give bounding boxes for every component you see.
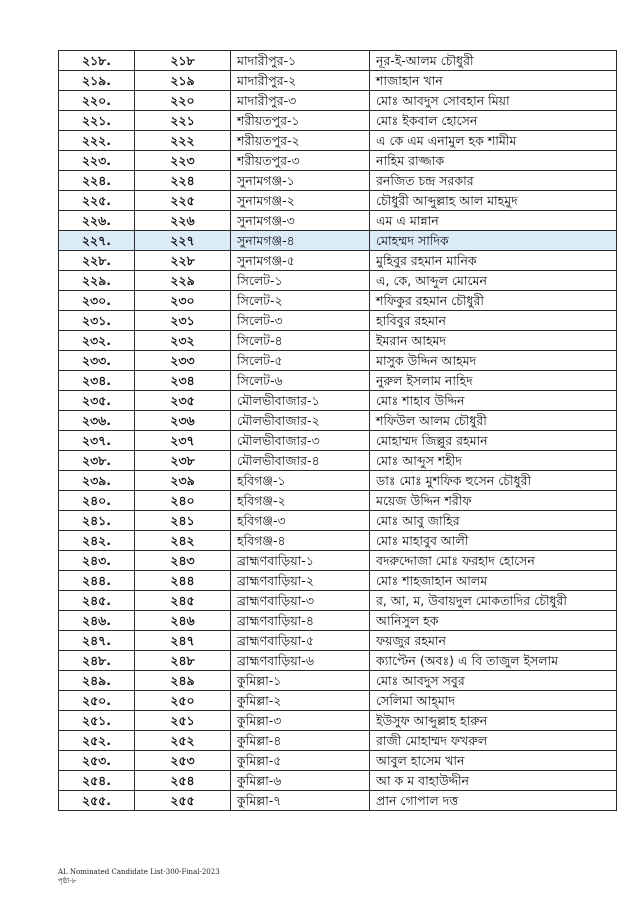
candidate-name-cell: মোঃ আবু জাহির	[370, 511, 617, 531]
constituency-number-cell: ২৪০	[135, 491, 231, 511]
constituency-name-cell: মৌলভীবাজার-৪	[231, 451, 370, 471]
constituency-number-cell: ২৪৪	[135, 571, 231, 591]
table-row	[59, 531, 617, 551]
constituency-name-cell: কুমিল্লা-৬	[231, 771, 370, 791]
table-row	[59, 451, 617, 471]
constituency-name-cell: সিলেট-৫	[231, 351, 370, 371]
candidate-name-cell: আ ক ম বাহাউদ্দীন	[370, 771, 617, 791]
constituency-name-cell: হবিগঞ্জ-১	[231, 471, 370, 491]
constituency-number-cell: ২২২	[135, 131, 231, 151]
serial-number-cell: ২৫০.	[59, 691, 135, 711]
candidate-name-cell: প্রান গোপাল দত্ত	[370, 791, 617, 811]
table-row	[59, 511, 617, 531]
constituency-number-cell: ২২০	[135, 91, 231, 111]
serial-number-cell: ২৫৪.	[59, 771, 135, 791]
table-row	[59, 291, 617, 311]
serial-number-cell: ২১৮.	[59, 51, 135, 71]
constituency-number-cell: ২৪৯	[135, 671, 231, 691]
table-row	[59, 611, 617, 631]
table-row	[59, 551, 617, 571]
serial-number-cell: ২৪৭.	[59, 631, 135, 651]
constituency-number-cell: ২১৮	[135, 51, 231, 71]
serial-number-cell: ২৩২.	[59, 331, 135, 351]
table-row	[59, 271, 617, 291]
table-row	[59, 351, 617, 371]
constituency-number-cell: ২৩৫	[135, 391, 231, 411]
candidate-name-cell: ডাঃ মোঃ মুশফিক হুসেন চৌধুরী	[370, 471, 617, 491]
constituency-number-cell: ২৩৬	[135, 411, 231, 431]
serial-number-cell: ২৪৬.	[59, 611, 135, 631]
candidate-name-cell: ক্যাপ্টেন (অবঃ) এ বি তাজুল ইসলাম	[370, 651, 617, 671]
serial-number-cell: ২২৬.	[59, 211, 135, 231]
constituency-number-cell: ২৪৮	[135, 651, 231, 671]
serial-number-cell: ২৫২.	[59, 731, 135, 751]
page-footer	[58, 868, 220, 886]
constituency-number-cell: ২৫৫	[135, 791, 231, 811]
candidate-name-cell: ইমরান আহমদ	[370, 331, 617, 351]
table-row	[59, 431, 617, 451]
candidate-name-cell: ফয়জুর রহমান	[370, 631, 617, 651]
constituency-name-cell: সুনামগঞ্জ-৩	[231, 211, 370, 231]
candidate-name-cell: মাসুক উদ্দিন আহমদ	[370, 351, 617, 371]
candidate-table	[58, 50, 617, 811]
candidate-name-cell: নূর-ই-আলম চৌধুরী	[370, 51, 617, 71]
serial-number-cell: ২৪২.	[59, 531, 135, 551]
candidate-name-cell: এম এ মান্নান	[370, 211, 617, 231]
constituency-name-cell: ব্রাহ্মণবাড়িয়া-৫	[231, 631, 370, 651]
table-row	[59, 131, 617, 151]
constituency-name-cell: মাদারীপুর-৩	[231, 91, 370, 111]
serial-number-cell: ২৩১.	[59, 311, 135, 331]
constituency-number-cell: ২১৯	[135, 71, 231, 91]
constituency-name-cell: হবিগঞ্জ-৩	[231, 511, 370, 531]
serial-number-cell: ২২৯.	[59, 271, 135, 291]
constituency-number-cell: ২৩২	[135, 331, 231, 351]
serial-number-cell: ২৩০.	[59, 291, 135, 311]
constituency-number-cell: ২২৩	[135, 151, 231, 171]
table-row	[59, 151, 617, 171]
serial-number-cell: ২৫৫.	[59, 791, 135, 811]
serial-number-cell: ২৪৯.	[59, 671, 135, 691]
constituency-name-cell: সিলেট-৬	[231, 371, 370, 391]
table-row	[59, 631, 617, 651]
table-row	[59, 111, 617, 131]
constituency-number-cell: ২২৬	[135, 211, 231, 231]
table-row	[59, 251, 617, 271]
constituency-name-cell: শরীয়তপুর-৩	[231, 151, 370, 171]
constituency-name-cell: শরীয়তপুর-২	[231, 131, 370, 151]
candidate-name-cell: শফিকুর রহমান চৌধুরী	[370, 291, 617, 311]
serial-number-cell: ২২৫.	[59, 191, 135, 211]
constituency-name-cell: সুনামগঞ্জ-১	[231, 171, 370, 191]
table-row	[59, 411, 617, 431]
candidate-name-cell: মোহাম্মদ জিল্লুর রহমান	[370, 431, 617, 451]
constituency-name-cell: মাদারীপুর-১	[231, 51, 370, 71]
constituency-name-cell: কুমিল্লা-২	[231, 691, 370, 711]
candidate-name-cell: মোঃ আব্দুস শহীদ	[370, 451, 617, 471]
candidate-name-cell: মোহম্মদ সাদিক	[370, 231, 617, 251]
candidate-name-cell: রাজী মোহাম্মদ ফখরুল	[370, 731, 617, 751]
serial-number-cell: ২৩৪.	[59, 371, 135, 391]
serial-number-cell: ২৪৮.	[59, 651, 135, 671]
serial-number-cell: ২৪০.	[59, 491, 135, 511]
candidate-name-cell: মোঃ শাহাব উদ্দিন	[370, 391, 617, 411]
constituency-number-cell: ২২৪	[135, 171, 231, 191]
constituency-number-cell: ২৫৪	[135, 771, 231, 791]
constituency-name-cell: সিলেট-৪	[231, 331, 370, 351]
constituency-number-cell: ২৫২	[135, 731, 231, 751]
constituency-number-cell: ২৪৬	[135, 611, 231, 631]
constituency-number-cell: ২৪২	[135, 531, 231, 551]
candidate-table-body	[59, 51, 617, 811]
serial-number-cell: ২২২.	[59, 131, 135, 151]
footer-document-name: AL Nominated Candidate List-300-Final-2023	[58, 868, 220, 876]
constituency-name-cell: মৌলভীবাজার-৩	[231, 431, 370, 451]
constituency-number-cell: ২৩১	[135, 311, 231, 331]
serial-number-cell: ২১৯.	[59, 71, 135, 91]
serial-number-cell: ২২৪.	[59, 171, 135, 191]
table-row	[59, 671, 617, 691]
table-row	[59, 731, 617, 751]
constituency-name-cell: শরীয়তপুর-১	[231, 111, 370, 131]
candidate-name-cell: এ, কে, আব্দুল মোমেন	[370, 271, 617, 291]
candidate-name-cell: মোঃ মাহাবুব আলী	[370, 531, 617, 551]
constituency-number-cell: ২২৭	[135, 231, 231, 251]
table-row	[59, 591, 617, 611]
constituency-name-cell: সুনামগঞ্জ-৫	[231, 251, 370, 271]
candidate-name-cell: সেলিমা আহ্‌মাদ	[370, 691, 617, 711]
serial-number-cell: ২৫৩.	[59, 751, 135, 771]
candidate-name-cell: মোঃ শাহজাহান আলম	[370, 571, 617, 591]
serial-number-cell: ২৪৪.	[59, 571, 135, 591]
serial-number-cell: ২৪৩.	[59, 551, 135, 571]
constituency-name-cell: সিলেট-৩	[231, 311, 370, 331]
constituency-name-cell: কুমিল্লা-৩	[231, 711, 370, 731]
constituency-name-cell: কুমিল্লা-১	[231, 671, 370, 691]
constituency-name-cell: সুনামগঞ্জ-২	[231, 191, 370, 211]
constituency-name-cell: হবিগঞ্জ-২	[231, 491, 370, 511]
candidate-name-cell: আবুল হাসেম খান	[370, 751, 617, 771]
table-row	[59, 391, 617, 411]
candidate-name-cell: চৌধুরী আব্দুল্লাহ আল মাহমুদ	[370, 191, 617, 211]
candidate-name-cell: ময়েজ উদ্দিন শরীফ	[370, 491, 617, 511]
constituency-number-cell: ২৪৫	[135, 591, 231, 611]
serial-number-cell: ২৩৯.	[59, 471, 135, 491]
constituency-number-cell: ২৩৮	[135, 451, 231, 471]
constituency-number-cell: ২৩৩	[135, 351, 231, 371]
footer-page-number: পৃষ্ঠা-৮	[58, 877, 77, 885]
serial-number-cell: ২৪১.	[59, 511, 135, 531]
candidate-name-cell: মোঃ ইকবাল হোসেন	[370, 111, 617, 131]
constituency-name-cell: ব্রাহ্মণবাড়িয়া-১	[231, 551, 370, 571]
table-row	[59, 771, 617, 791]
serial-number-cell: ২৩৭.	[59, 431, 135, 451]
table-row	[59, 91, 617, 111]
candidate-name-cell: র, আ, ম, উবায়দুল মোকতাদির চৌধুরী	[370, 591, 617, 611]
table-row	[59, 711, 617, 731]
constituency-name-cell: কুমিল্লা-৭	[231, 791, 370, 811]
table-row	[59, 211, 617, 231]
table-row	[59, 191, 617, 211]
candidate-name-cell: মুহিবুর রহমান মানিক	[370, 251, 617, 271]
serial-number-cell: ২৩৮.	[59, 451, 135, 471]
constituency-number-cell: ২২৫	[135, 191, 231, 211]
constituency-number-cell: ২৫৩	[135, 751, 231, 771]
constituency-name-cell: সুনামগঞ্জ-৪	[231, 231, 370, 251]
candidate-name-cell: বদরুদ্দোজা মোঃ ফরহাদ হোসেন	[370, 551, 617, 571]
constituency-number-cell: ২২৯	[135, 271, 231, 291]
table-row	[59, 331, 617, 351]
candidate-name-cell: রনজিত চন্দ্র সরকার	[370, 171, 617, 191]
table-row	[59, 471, 617, 491]
candidate-name-cell: আনিসুল হক	[370, 611, 617, 631]
constituency-number-cell: ২৫১	[135, 711, 231, 731]
constituency-name-cell: মাদারীপুর-২	[231, 71, 370, 91]
table-row	[59, 171, 617, 191]
constituency-number-cell: ২৫০	[135, 691, 231, 711]
table-row	[59, 311, 617, 331]
constituency-number-cell: ২৩৪	[135, 371, 231, 391]
constituency-number-cell: ২২৮	[135, 251, 231, 271]
constituency-name-cell: ব্রাহ্মণবাড়িয়া-৩	[231, 591, 370, 611]
constituency-number-cell: ২৩০	[135, 291, 231, 311]
serial-number-cell: ২৪৫.	[59, 591, 135, 611]
constituency-name-cell: কুমিল্লা-৫	[231, 751, 370, 771]
table-row	[59, 71, 617, 91]
constituency-number-cell: ২৩৯	[135, 471, 231, 491]
constituency-name-cell: সিলেট-২	[231, 291, 370, 311]
table-row	[59, 491, 617, 511]
constituency-name-cell: মৌলভীবাজার-১	[231, 391, 370, 411]
constituency-number-cell: ২৩৭	[135, 431, 231, 451]
table-row	[59, 691, 617, 711]
serial-number-cell: ২৫১.	[59, 711, 135, 731]
serial-number-cell: ২২৩.	[59, 151, 135, 171]
table-row	[59, 51, 617, 71]
candidate-name-cell: শাজাহান খান	[370, 71, 617, 91]
serial-number-cell: ২৩৩.	[59, 351, 135, 371]
candidate-name-cell: হাবিবুর রহমান	[370, 311, 617, 331]
table-row	[59, 231, 617, 251]
serial-number-cell: ২৩৫.	[59, 391, 135, 411]
candidate-name-cell: নুরুল ইসলাম নাহিদ	[370, 371, 617, 391]
constituency-name-cell: কুমিল্লা-৪	[231, 731, 370, 751]
candidate-name-cell: শফিউল আলম চৌধুরী	[370, 411, 617, 431]
constituency-number-cell: ২৪১	[135, 511, 231, 531]
constituency-name-cell: ব্রাহ্মণবাড়িয়া-৬	[231, 651, 370, 671]
constituency-number-cell: ২৪৩	[135, 551, 231, 571]
serial-number-cell: ২২৭.	[59, 231, 135, 251]
candidate-name-cell: মোঃ আবদুস সবুর	[370, 671, 617, 691]
table-row	[59, 651, 617, 671]
candidate-name-cell: এ কে এম এনামুল হক শামীম	[370, 131, 617, 151]
table-row	[59, 571, 617, 591]
constituency-name-cell: ব্রাহ্মণবাড়িয়া-৪	[231, 611, 370, 631]
constituency-name-cell: ব্রাহ্মণবাড়িয়া-২	[231, 571, 370, 591]
candidate-name-cell: ইউসুফ আব্দুল্লাহ হারুন	[370, 711, 617, 731]
serial-number-cell: ২৩৬.	[59, 411, 135, 431]
candidate-name-cell: নাহিম রাজ্জাক	[370, 151, 617, 171]
serial-number-cell: ২২০.	[59, 91, 135, 111]
candidate-name-cell: মোঃ আবদুস সোবহান মিয়া	[370, 91, 617, 111]
constituency-number-cell: ২২১	[135, 111, 231, 131]
serial-number-cell: ২২৮.	[59, 251, 135, 271]
serial-number-cell: ২২১.	[59, 111, 135, 131]
table-row	[59, 751, 617, 771]
constituency-number-cell: ২৪৭	[135, 631, 231, 651]
constituency-name-cell: সিলেট-১	[231, 271, 370, 291]
constituency-name-cell: হবিগঞ্জ-৪	[231, 531, 370, 551]
table-row	[59, 791, 617, 811]
table-row	[59, 371, 617, 391]
constituency-name-cell: মৌলভীবাজার-২	[231, 411, 370, 431]
